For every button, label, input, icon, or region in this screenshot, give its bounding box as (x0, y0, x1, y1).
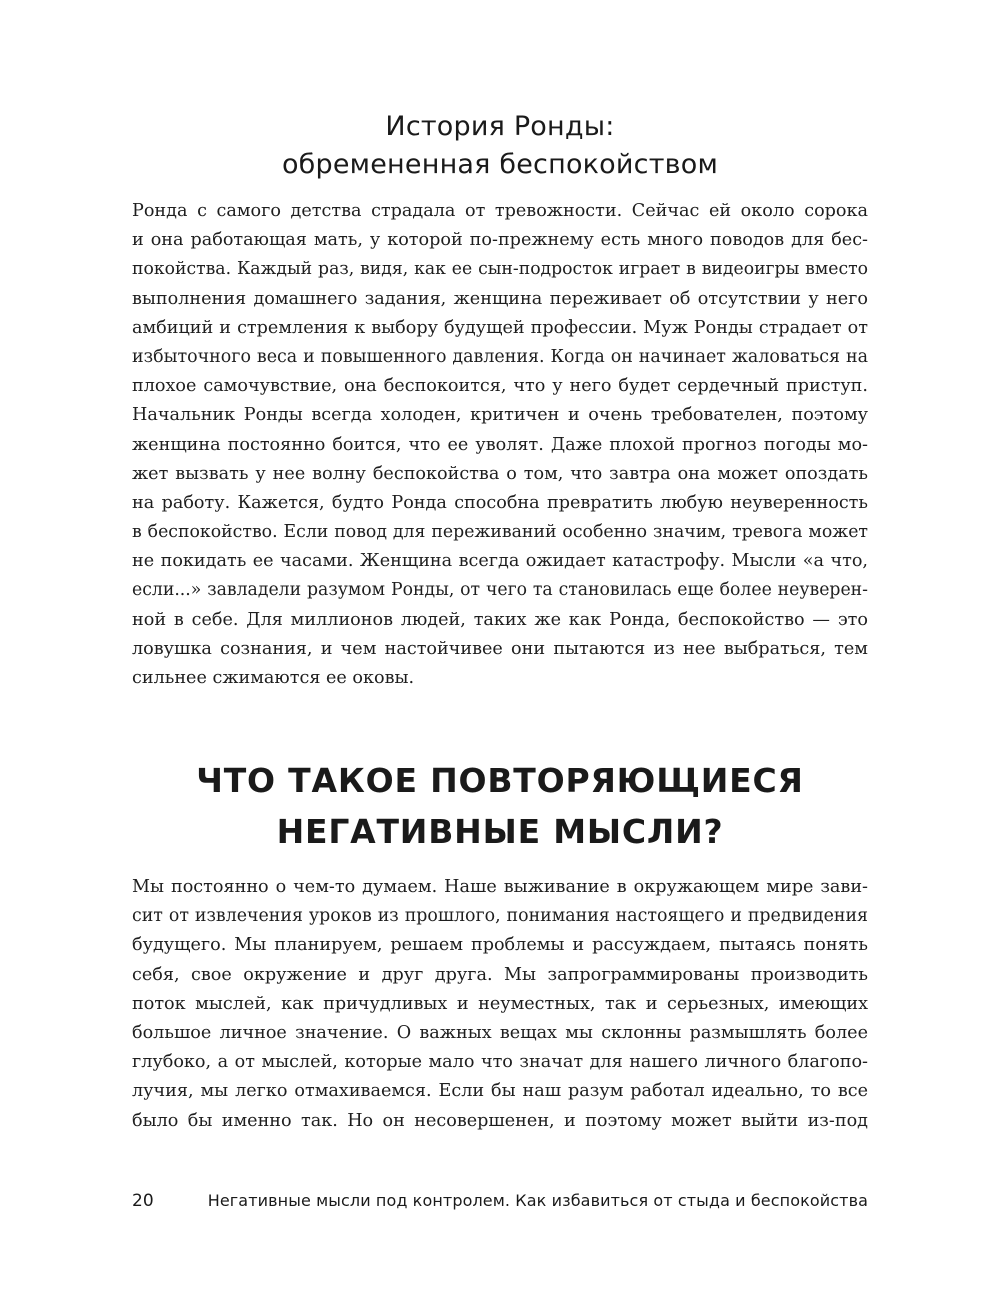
page-number: 20 (132, 1191, 154, 1211)
text-line: поток мыслей, как причудливых и неуместных, так и серьезных, имеющих (132, 993, 868, 1014)
text-line: глубоко, а от мыслей, которые мало что значат для нашего личного благопо- (132, 1052, 868, 1073)
text-line: плохое самочувствие, она беспокоится, что у него будет сердечный приступ. (132, 376, 868, 397)
section-heading-line-2: обремененная беспокойством (281, 149, 719, 180)
text-line: Ронда с самого детства страдала от тревожности. Сейчас ей около сорока (132, 201, 868, 221)
text-line: женщина постоянно боится, что ее уволят. Даже плохой прогноз погоды мо- (132, 434, 868, 455)
text-line: большое личное значение. О важных вещах мы склонны размышлять более (132, 1022, 868, 1043)
text-line: ловушка сознания, и чем настойчивее они пытаются из нее выбраться, тем (132, 638, 868, 659)
section-heading (132, 108, 868, 184)
text-line: ной в себе. Для миллионов людей, таких же как Ронда, беспокойство — это (132, 609, 868, 630)
text-line: не покидать ее часами. Женщина всегда ожидает катастрофу. Мысли «а что, (132, 551, 868, 572)
text-line: было бы именно так. Но он несовершенен, и поэтому может выйти из-под (132, 1110, 868, 1131)
text-line: избыточного веса и повышенного давления. Когда он начинает жаловаться на (132, 346, 868, 367)
text-line: Начальник Ронды всегда холоден, критичен и очень требователен, поэтому (132, 405, 868, 426)
text-line: на работу. Кажется, будто Ронда способна превратить любую неуверенность (132, 492, 868, 513)
text-line: сит от извлечения уроков из прошлого, понимания настоящего и предвидения (132, 906, 868, 927)
text-line: сильнее сжимаются ее оковы. (132, 668, 415, 688)
text-line: покойства. Каждый раз, видя, как ее сын-подросток играет в видеоигры вместо (132, 259, 868, 280)
paragraph-ronda-story (132, 197, 868, 693)
text-line: амбиций и стремления к выбору будущей профессии. Муж Ронды страдает от (132, 317, 868, 338)
section-heading-line-1: История Ронды: (385, 111, 615, 142)
text-line: жет вызвать у нее волну беспокойства о том, что завтра она может опоздать (132, 463, 868, 484)
text-line: себя, свое окружение и друг друга. Мы запрограммированы производить (132, 964, 868, 985)
running-title: Негативные мысли под контролем. Как избавиться от стыда и беспокойства (207, 1191, 868, 1210)
chapter-heading (132, 755, 868, 857)
text-line: лучия, мы легко отмахиваемся. Если бы наш разум работал идеально, то все (132, 1081, 868, 1102)
text-line: Мы постоянно о чем-то думаем. Наше выживание в окружающем мире зави- (132, 877, 868, 897)
text-line: выполнения домашнего задания, женщина переживает об отсутствии у него (132, 288, 868, 309)
text-line: в беспокойство. Если повод для переживаний особенно значим, тревога может (132, 522, 868, 543)
chapter-heading-line-1: ЧТО ТАКОЕ ПОВТОРЯЮЩИЕСЯ (196, 761, 804, 800)
chapter-heading-line-2: НЕГАТИВНЫЕ МЫСЛИ? (276, 812, 724, 851)
text-line: будущего. Мы планируем, решаем проблемы и рассуждаем, пытаясь понять (132, 935, 868, 956)
text-line: и она работающая мать, у которой по-прежнему есть много поводов для бес- (132, 230, 868, 251)
paragraph-negative-thoughts (132, 873, 868, 1136)
text-line: если...» завладели разумом Ронды, от чего та становилась еще более неуверен- (132, 580, 868, 601)
page-footer (132, 1187, 868, 1215)
